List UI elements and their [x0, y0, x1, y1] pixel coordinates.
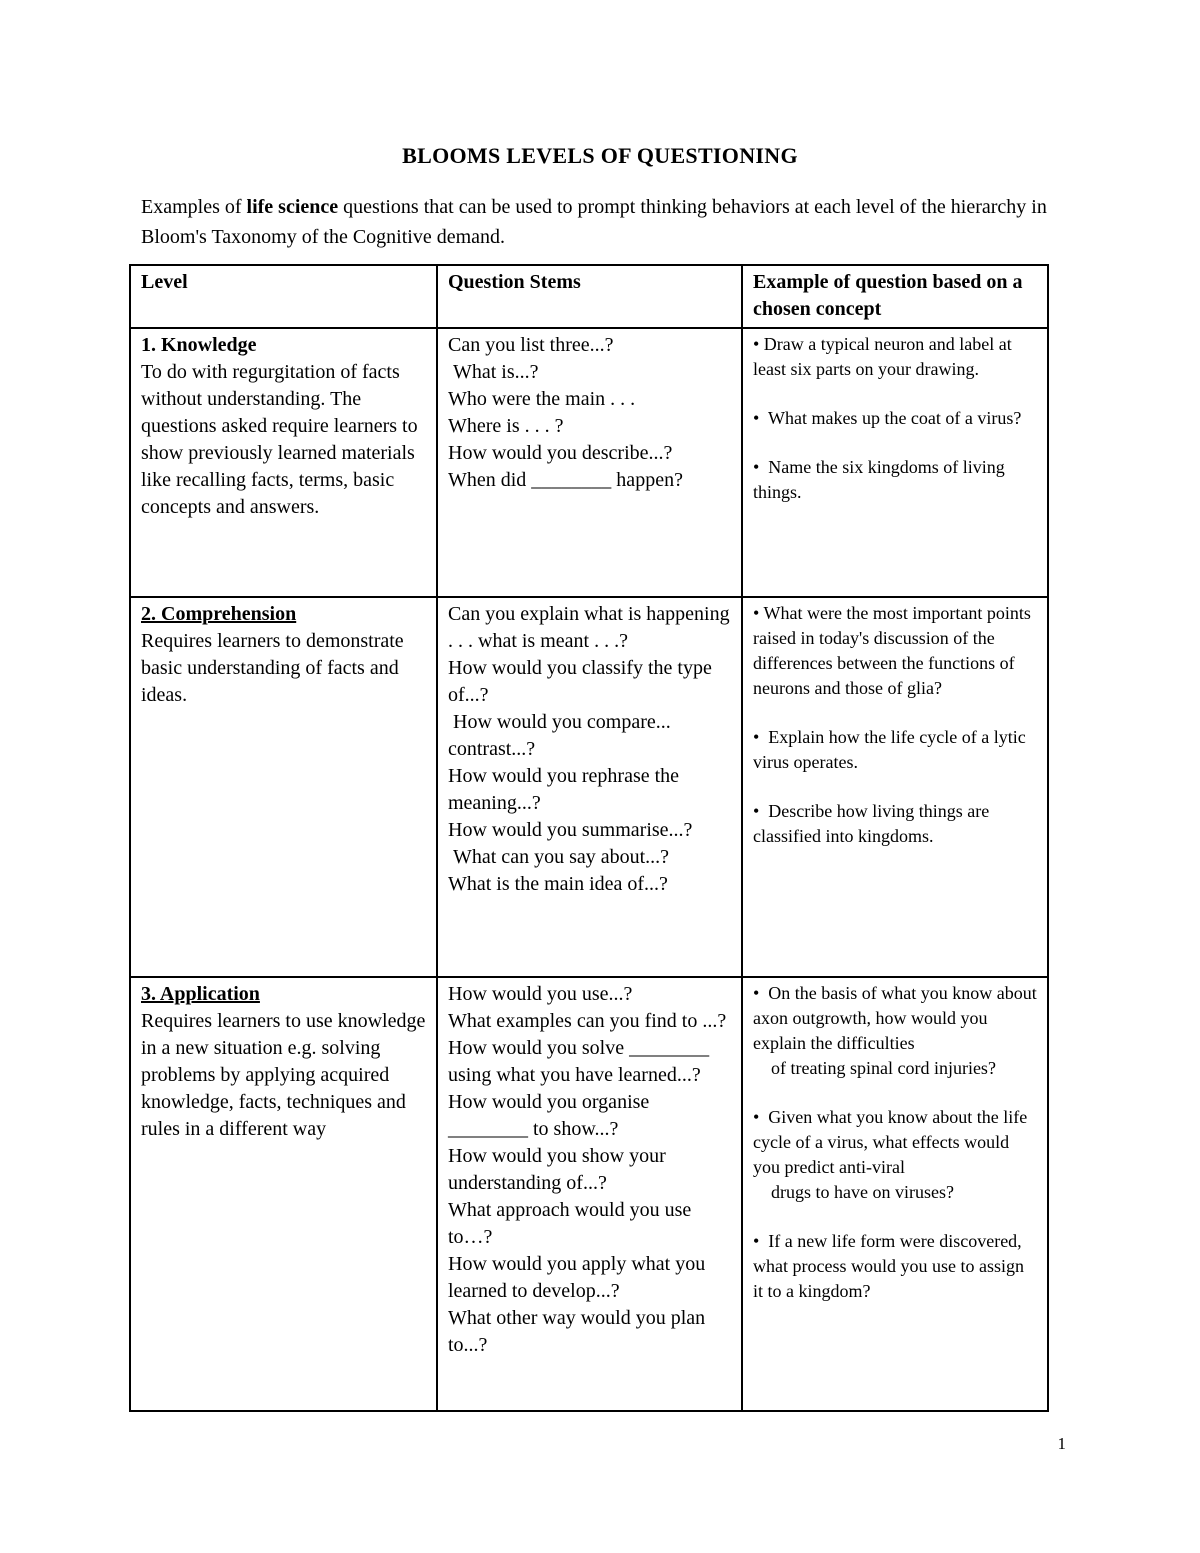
header-question-stems: Question Stems [437, 265, 742, 328]
question-stem: How would you compare... contrast...? [448, 711, 676, 760]
example-question: • Describe how living things are classified into kingdoms. [753, 801, 994, 846]
question-stem: How would you use...? [448, 983, 633, 1005]
header-level: Level [130, 265, 437, 328]
question-stem: How would you apply what you learned to develop...? [448, 1253, 711, 1302]
table-header-row [130, 265, 1048, 328]
question-stem: What examples can you find to ...? [448, 1010, 727, 1032]
example-question: • If a new life form were discovered, what process would you use to assign it to a kingdom? [753, 1231, 1029, 1301]
level-title: 2. Comprehension [141, 603, 297, 625]
level-description: Requires learners to demonstrate basic understanding of facts and ideas. [141, 630, 404, 706]
question-stem: When did ________ happen? [448, 469, 683, 491]
question-stem: What other way would you plan to...? [448, 1307, 711, 1356]
example-question: • On the basis of what you know about axon outgrowth, how would you explain the difficulties of treating spinal cord injuries? [753, 983, 1037, 1078]
example-question: • Name the six kingdoms of living things. [753, 457, 1010, 502]
page-number: 1 [1057, 1434, 1066, 1453]
stems-cell [437, 328, 742, 597]
question-stem: Who were the main . . . [448, 388, 636, 410]
question-stem: What can you say about...? [448, 846, 670, 868]
intro-text-after: questions that can be used to prompt thinking behaviors at each level of the hierarchy in Bloom's Taxonomy of the Cognitive demand. [141, 196, 1047, 248]
header-example-questions: Example of question based on a chosen concept [742, 265, 1048, 328]
question-stem: How would you describe...? [448, 442, 673, 464]
document-title: BLOOMS LEVELS OF QUESTIONING [402, 143, 798, 168]
examples-cell [742, 328, 1048, 597]
question-stem: What is...? [448, 361, 539, 383]
table-row [130, 977, 1048, 1411]
level-cell [130, 977, 437, 1411]
example-question: • Draw a typical neuron and label at least six parts on your drawing. [753, 334, 1017, 379]
table-row [130, 328, 1048, 597]
question-stem: Can you list three...? [448, 334, 614, 356]
examples-cell [742, 977, 1048, 1411]
stems-cell [437, 977, 742, 1411]
example-question: • Given what you know about the life cycle of a virus, what effects would you predict anti-viral drugs to have on viruses? [753, 1107, 1028, 1202]
examples-cell [742, 597, 1048, 977]
table-row [130, 597, 1048, 977]
blooms-table [129, 264, 1049, 1412]
question-stem: Where is . . . ? [448, 415, 564, 437]
example-question: • What were the most important points raised in today's discussion of the differences between the functions of neurons and those of glia? [753, 603, 1036, 698]
level-description: Requires learners to use knowledge in a new situation e.g. solving problems by applying acquired knowledge, facts, techniques and rules in a different way [141, 1010, 426, 1140]
level-title: 1. Knowledge [141, 334, 257, 356]
intro-text-before: Examples of [141, 196, 247, 218]
level-description: To do with regurgitation of facts without understanding. The questions asked require learners to show previously learned materials like recalling facts, terms, basic concepts and answers. [141, 361, 418, 518]
question-stem: How would you rephrase the meaning...? [448, 765, 685, 814]
question-stem: How would you solve ________ using what you have learned...? [448, 1037, 715, 1086]
question-stem: How would you classify the type of...? [448, 657, 717, 706]
level-cell [130, 328, 437, 597]
question-stem: Can you explain what is happening . . . what is meant . . .? [448, 603, 735, 652]
question-stem: What approach would you use to…? [448, 1199, 697, 1248]
intro-text-bold: life science [246, 196, 339, 218]
question-stem: What is the main idea of...? [448, 873, 668, 895]
example-question: • What makes up the coat of a virus? [753, 408, 1022, 428]
stems-cell [437, 597, 742, 977]
question-stem: How would you summarise...? [448, 819, 693, 841]
level-title: 3. Application [141, 983, 260, 1005]
level-cell [130, 597, 437, 977]
question-stem: How would you organise ________ to show...? [448, 1091, 655, 1140]
question-stem: How would you show your understanding of...? [448, 1145, 671, 1194]
intro-paragraph [141, 192, 1071, 252]
example-question: • Explain how the life cycle of a lytic virus operates. [753, 727, 1031, 772]
